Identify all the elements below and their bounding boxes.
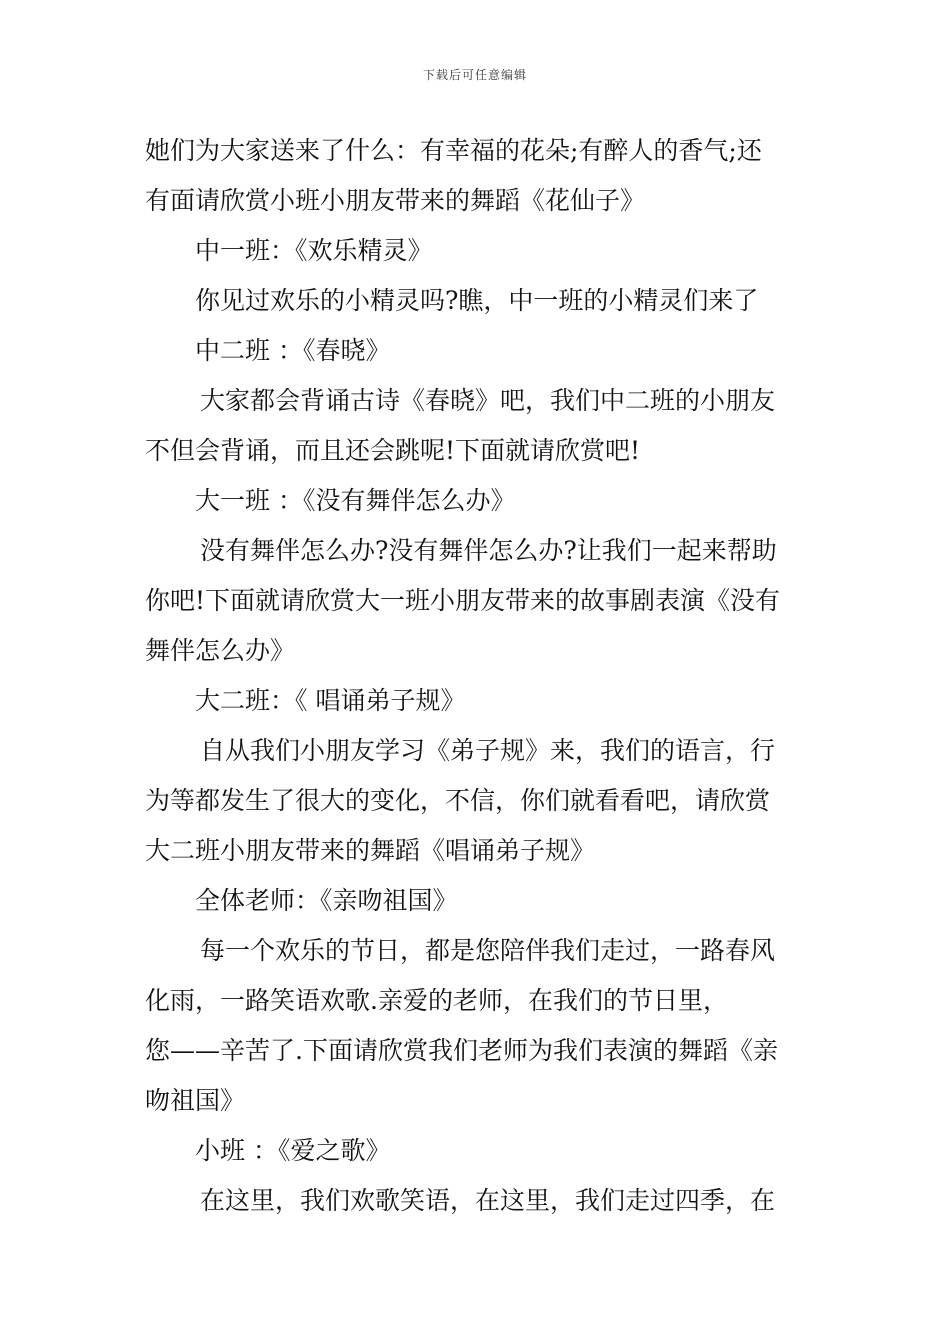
text-line: 吻祖国》 bbox=[145, 1086, 246, 1115]
program-heading: 中二班 ：《春晓》 bbox=[195, 336, 391, 365]
text-line: 大家都会背诵古诗《春晓》吧，我们中二班的小朋友 bbox=[200, 386, 776, 415]
program-heading: 大二班：《 唱诵弟子规》 bbox=[195, 686, 466, 715]
text-line: 为等都发生了很大的变化，不信，你们就看看吧，请欣赏 bbox=[145, 786, 771, 815]
text-line: 大二班小朋友带来的舞蹈《唱诵弟子规》 bbox=[145, 836, 596, 865]
text-line: 自从我们小朋友学习《弟子规》来，我们的语言，行 bbox=[200, 736, 776, 765]
program-heading: 全体老师：《亲吻祖国》 bbox=[195, 886, 458, 915]
text-line: 化雨，一路笑语欢歌.亲爱的老师，在我们的节日里， bbox=[145, 986, 728, 1015]
program-heading: 小班 ：《爱之歌》 bbox=[195, 1136, 391, 1165]
text-line: 她们为大家送来了什么：有幸福的花朵;有醉人的香气;还 bbox=[145, 136, 762, 165]
text-line: 每一个欢乐的节日，都是您陪伴我们走过，一路春风 bbox=[200, 936, 776, 965]
text-line: 不但会背诵，而且还会跳呢!下面就请欣赏吧! bbox=[145, 436, 641, 465]
text-line: 没有舞伴怎么办?没有舞伴怎么办?让我们一起来帮助 bbox=[200, 536, 777, 565]
text-line: 舞伴怎么办》 bbox=[145, 636, 296, 665]
program-heading: 大一班 ：《没有舞伴怎么办》 bbox=[195, 486, 516, 515]
program-heading: 中一班：《欢乐精灵》 bbox=[195, 236, 433, 265]
document-body bbox=[145, 126, 810, 1226]
page-header-note: 下载后可任意编辑 bbox=[422, 68, 527, 82]
text-line: 你见过欢乐的小精灵吗?瞧，中一班的小精灵们来了 bbox=[195, 286, 759, 315]
text-line: 在这里，我们欢歌笑语，在这里，我们走过四季，在 bbox=[200, 1186, 776, 1215]
text-line: 有面请欣赏小班小朋友带来的舞蹈《花仙子》 bbox=[145, 186, 646, 215]
text-line: 你吧!下面就请欣赏大一班小朋友带来的故事剧表演《没有 bbox=[145, 586, 781, 615]
text-line: 您——辛苦了.下面请欣赏我们老师为我们表演的舞蹈《亲 bbox=[145, 1036, 778, 1065]
